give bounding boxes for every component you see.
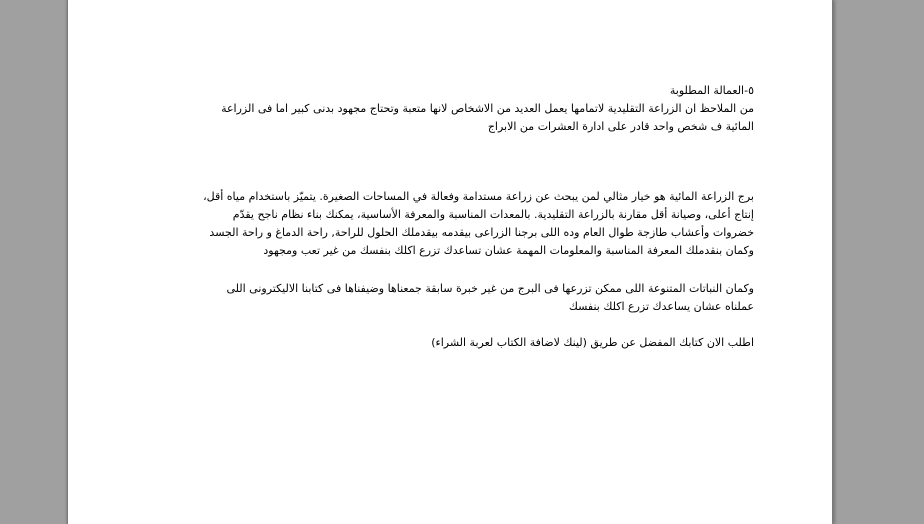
section-heading: ٥-العمالة المطلوبة [669, 84, 754, 97]
text-line: من الملاحظ ان الزراعة التقليدية لاتمامها يعمل العديد من الاشخاص لانها متعبة وتحتاج مجهود بدنى كبير اما فى الزراعة [221, 102, 754, 115]
text-line: برج الزراعة المائية هو خيار مثالي لمن يبحث عن زراعة مستدامة وفعالة في المساحات الصغيرة. يتميّز باستخدام مياه أقل، [203, 190, 754, 203]
call-to-action-text: اطلب الان كتابك المفضل عن طريق (لينك لاضافة الكتاب لعربة الشراء) [431, 336, 754, 349]
text-line: المائية ف شخص واحد قادر على ادارة العشرات من الابراج [487, 120, 754, 133]
spacer [146, 316, 754, 334]
text-line: وكمان بنقدملك المعرفة المناسبة والمعلومات المهمة عشان تساعدك تزرع اكلك بنفسك من غير تعب ومجهود [263, 244, 754, 257]
section-workforce [146, 82, 754, 136]
text-line: وكمان النباتات المتنوعة اللى ممكن تزرعها فى البرج من غير خبرة سابقة جمعناها وضيفناها فى كتابنا الاليكترونى اللى [226, 282, 754, 295]
text-line: إنتاج أعلى، وصيانة أقل مقارنة بالزراعة التقليدية. بالمعدات المناسبة والمعرفة الأساسية، يمكنك بناء نظام ناجح يقدّم [232, 208, 754, 221]
text-line: عملناه عشان يساعدك تزرع اكلك بنفسك [568, 300, 754, 313]
section-tower-intro [146, 188, 754, 260]
spacer [146, 260, 754, 280]
section-order [146, 334, 754, 352]
spacer [146, 136, 754, 188]
page-content [146, 82, 754, 352]
section-plants [146, 280, 754, 316]
text-line: خضروات وأعشاب طازجة طوال العام وده اللى برجنا الزراعى بيقدمه بيقدملك الحلول للراحة, راحة الدماغ و راحة الجسد [209, 226, 754, 239]
document-page [67, 0, 833, 524]
